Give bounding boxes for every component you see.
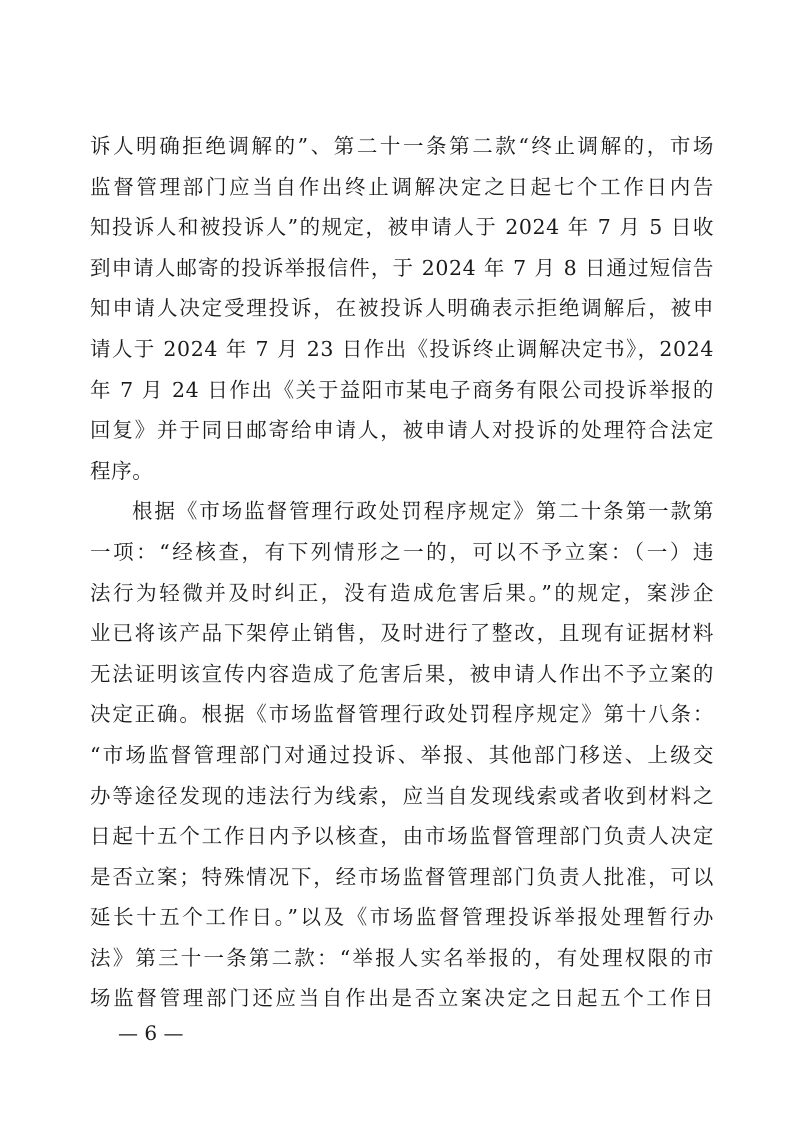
text-line: 日起十五个工作日内予以核查，由市场监督管理部门负责人决定 bbox=[90, 824, 714, 849]
text-line: 决定正确。根据《市场监督管理行政处罚程序规定》第十八条： bbox=[90, 702, 714, 727]
text-line: “市场监督管理部门对通过投诉、举报、其他部门移送、上级交 bbox=[90, 742, 714, 767]
text-line: 请人于 2024 年 7 月 23 日作出《投诉终止调解决定书》，2024 bbox=[90, 336, 714, 361]
text-line: 法》第三十一条第二款：“举报人实名举报的，有处理权限的市 bbox=[90, 945, 714, 970]
body-text bbox=[90, 126, 714, 1019]
text-line: 回复》并于同日邮寄给申请人，被申请人对投诉的处理符合法定 bbox=[90, 418, 714, 443]
text-line: 办等途径发现的违法行为线索，应当自发现线索或者收到材料之 bbox=[90, 783, 714, 808]
text-line: 延长十五个工作日。”以及《市场监督管理投诉举报处理暂行办 bbox=[90, 905, 714, 930]
text-line: 诉人明确拒绝调解的”、第二十一条第二款“终止调解的，市场 bbox=[90, 134, 714, 158]
text-line: 业已将该产品下架停止销售，及时进行了整改，且现有证据材料 bbox=[90, 621, 714, 646]
text-line: 一项：“经核查，有下列情形之一的，可以不予立案：（一）违 bbox=[90, 539, 714, 564]
page-number: — 6 — bbox=[118, 1021, 184, 1045]
text-line: 场监督管理部门还应当自作出是否立案决定之日起五个工作日 bbox=[90, 986, 714, 1011]
text-line: 无法证明该宣传内容造成了危害后果，被申请人作出不予立案的 bbox=[90, 661, 714, 686]
text-line: 年 7 月 24 日作出《关于益阳市某电子商务有限公司投诉举报的 bbox=[90, 377, 714, 402]
text-line: 是否立案；特殊情况下，经市场监督管理部门负责人批准，可以 bbox=[90, 864, 714, 889]
text-line: 法行为轻微并及时纠正，没有造成危害后果。”的规定，案涉企 bbox=[90, 580, 714, 605]
text-line: 监督管理部门应当自作出终止调解决定之日起七个工作日内告 bbox=[90, 174, 714, 199]
text-line: 程序。 bbox=[90, 458, 154, 483]
text-line: 根据《市场监督管理行政处罚程序规定》第二十条第一款第 bbox=[132, 499, 714, 524]
text-line: 知投诉人和被投诉人”的规定，被申请人于 2024 年 7 月 5 日收 bbox=[90, 215, 714, 240]
text-line: 知申请人决定受理投诉，在被投诉人明确表示拒绝调解后，被申 bbox=[90, 296, 714, 321]
text-line: 到申请人邮寄的投诉举报信件，于 2024 年 7 月 8 日通过短信告 bbox=[90, 255, 714, 280]
